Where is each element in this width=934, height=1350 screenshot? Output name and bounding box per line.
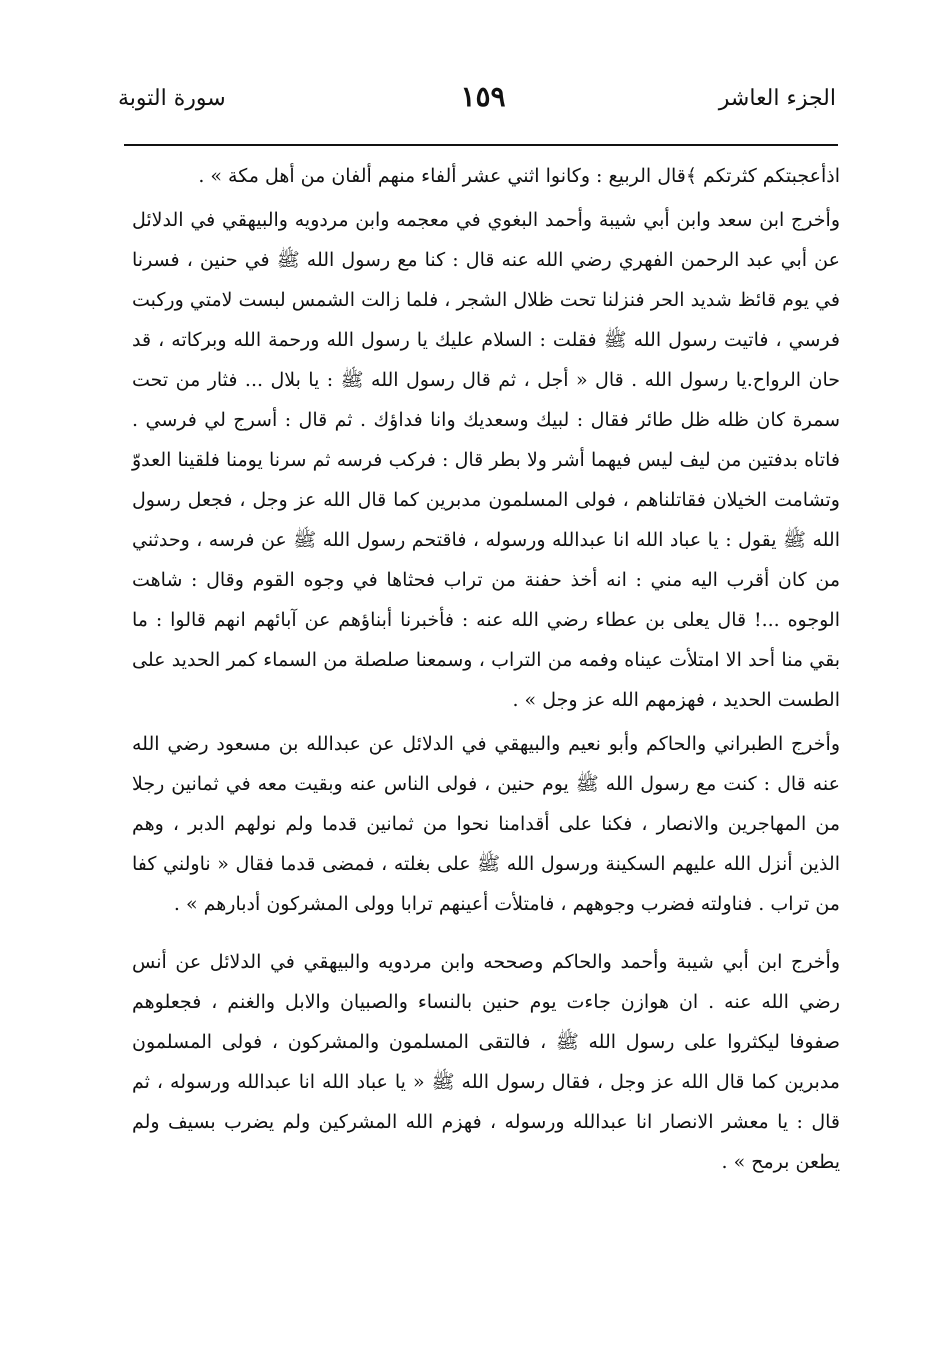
part-label: الجزء العاشر xyxy=(718,86,836,111)
paragraph: اذأعجبتكم كثرتكم ﴾قال الربيع : وكانوا اثني عشر ألفاء منهم ألفان من أهل مكة » . xyxy=(198,165,840,187)
paragraph: وأخرج الطبراني والحاكم وأبو نعيم والبيهقي في الدلائل عن عبدالله بن مسعود رضي الله عنه قال : كنت مع رسول الله ﷺ يوم حنين ، فولى الناس عنه وبقيت معه في ثمانين رجلا من المهاجرين والانصار ، فكنا على أقدامنا نحوا من ثمانين قدما ولم نولهم الدبر ، وهم الذين أنزل الله عليهم السكينة ورسول الله ﷺ على بغلته ، فمضى قدما فقال « ناولني كفا من تراب . فناولته فضرب وجوههم ، فامتلأت أعينهم ترابا وولى المشركون أدبارهم » . xyxy=(132,733,840,915)
paragraph: وأخرج ابن أبي شيبة وأحمد والحاكم وصححه وابن مردويه والبيهقي في الدلائل عن أنس رضي الله عنه . ان هوازن جاءت يوم حنين بالنساء والصبيان والابل والغنم ، فجعلوهم صفوفا ليكثروا على رسول الله ﷺ ، فالتقى المسلمون والمشركون ، فولى المسلمون مدبرين كما قال الله عز وجل ، فقال رسول الله ﷺ « يا عباد الله انا عبدالله ورسوله ، ثم قال : يا معشر الانصار انا عبدالله ورسوله ، فهزم الله المشركين ولم يضرب بسيف ولم يطعن برمح » . xyxy=(132,951,840,1173)
page-body xyxy=(132,156,840,1182)
page-number: ١٥٩ xyxy=(460,80,506,113)
paragraph: وأخرج ابن سعد وابن أبي شيبة وأحمد البغوي في معجمه وابن مردويه والبيهقي في الدلائل عن أبي عبد الرحمن الفهري رضي الله عنه قال : كنا مع رسول الله ﷺ في حنين ، فسرنا في يوم قائظ شديد الحر فنزلنا تحت ظلال الشجر ، فلما زالت الشمس لبست لامتي وركبت فرسي ، فاتيت رسول الله ﷺ فقلت : السلام عليك يا رسول الله ورحمة الله وبركاته ، قد حان الرواح.يا رسول الله . قال « أجل ، ثم قال رسول الله ﷺ : يا بلال ... فثار من تحت سمرة كان ظله ظل طائر فقال : لبيك وسعديك وانا فداؤك . ثم قال : أسرج لي فرسي . فاتاه بدفتين من ليف ليس فيهما أشر ولا بطر قال : فركب فرسه ثم سرنا يومنا فلقينا العدوّ وتشامت الخيلان فقاتلناهم ، فولى المسلمون مدبرين كما قال الله عز وجل ، فجعل رسول الله ﷺ يقول : يا عباد الله انا عبدالله ورسوله ، فاقتحم رسول الله ﷺ عن فرسه ، وحدثني من كان أقرب اليه مني : انه أخذ حفنة من تراب فحثاها في وجوه القوم وقال : شاهت الوجوه ...! قال يعلى بن عطاء رضي الله عنه : فأخبرنا أبناؤهم عن آبائهم انهم قالوا : ما بقي منا أحد الا امتلأت عيناه وفمه من التراب ، وسمعنا صلصلة من السماء كمر الحديد على الطست الحديد ، فهزمهم الله عز وجل » . xyxy=(132,209,840,711)
running-header xyxy=(118,80,836,126)
header-divider xyxy=(124,144,838,146)
surah-label: سورة التوبة xyxy=(118,86,226,111)
